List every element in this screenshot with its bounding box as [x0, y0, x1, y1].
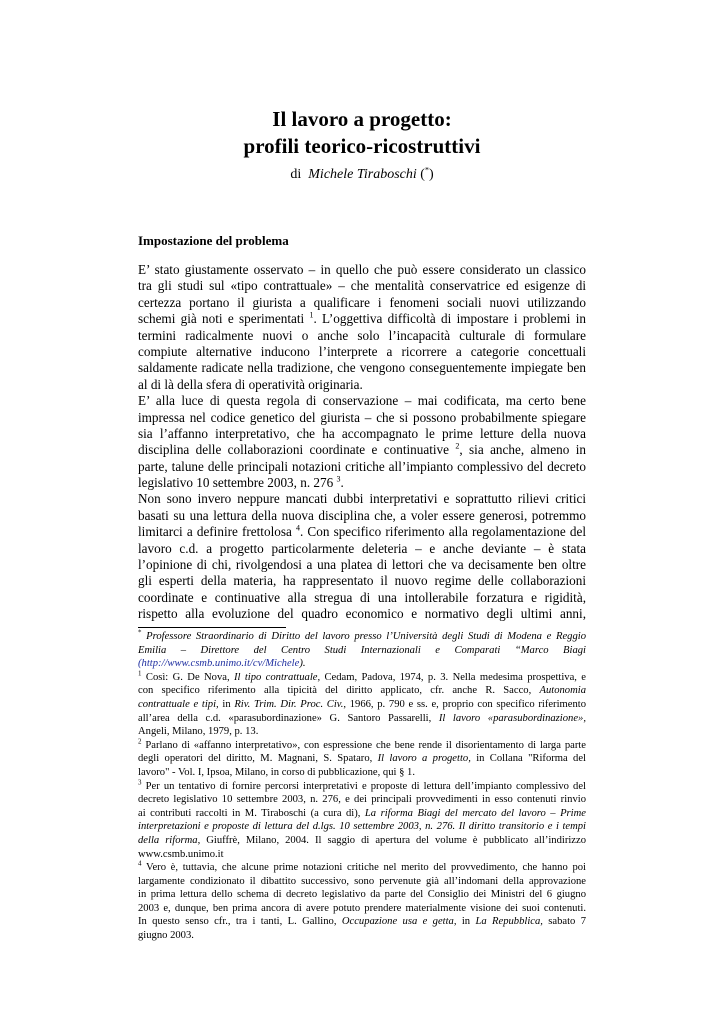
footnote-line: con specifico riferimento alla tipicità del diritto applicato, cfr. anche R. Sacco, Autonomia: [138, 685, 586, 697]
footnote-line: contrattuale e tipi, in Riv. Trim. Dir. Proc. Civ., 1966, p. 790 e ss. e, proprio con specifico riferimento: [138, 698, 586, 710]
footnote-reference: 1: [309, 310, 314, 320]
footnote-line: Angeli, Milano, 1979, p. 13.: [138, 726, 259, 738]
footnote-reference: 2: [455, 441, 460, 451]
title-line-2: profili teorico-ricostruttivi: [243, 134, 481, 158]
body-line: compiute alternative inducono l’interprete a ricorrere a categorie concettuali: [138, 343, 586, 359]
body-line: certezza portano il giurista a qualificare i fenomeni sociali nuovi utilizzando: [138, 294, 586, 310]
body-line: saldamente radicate nella tradizione, che vengono conseguentemente impiegate ben: [138, 360, 586, 376]
footnote-mark: 2: [138, 737, 142, 746]
footnote-line: Emilia – Direttore del Centro Studi Internazionali e Comparati “Marco Biagi: [138, 644, 586, 656]
body-line: Non sono invero neppure mancati dubbi interpretativi e soprattutto rilievi critici: [138, 491, 586, 507]
body-line: limitarci a definire frettolosa $^4$. Con specifico riferimento alla regolamentazione del: [138, 523, 586, 540]
footnote-line: www.csmb.unimo.it: [138, 848, 224, 860]
footnote-line: * Professore Straordinario di Diritto del lavoro presso l’Università degli Studi di Modena e Reggio: [138, 628, 586, 642]
footnote-mark: *: [138, 628, 142, 637]
footnote-line: in prima lettura dello schema di decreto legislativo da parte del Consiglio dei Ministri del 6 giugno: [138, 889, 586, 901]
byline: [0, 166, 724, 184]
body-text: [138, 262, 586, 623]
footnote-line: ai contributi raccolti in M. Tiraboschi (a cura di), La riforma Biagi del mercato del lavoro – Prime: [138, 807, 586, 819]
body-line: gli esperti della materia, ha rappresentato il nuovo regime delle collaborazioni: [138, 573, 586, 589]
body-line: tra gli studi sul «tipo contrattuale» – che mentalità conservatrice ed esigenze di: [138, 278, 586, 294]
body-line: disciplina delle collaborazioni coordinate e continuative $^2$, sia anche, almeno in: [138, 441, 586, 458]
body-line: legislativo 10 settembre 2003, n. 276 $^3$.: [138, 474, 344, 491]
byline-prefix: di: [290, 167, 302, 182]
footnote-line: largamente condizionato il dibattito successivo, sono pervenute già all’indomani della approvazione: [138, 875, 586, 887]
footnote-line: interpretazioni e proposte di lettura del d.lgs. 10 settembre 2003, n. 276. Il diritto transitorio e i tempi: [138, 821, 586, 833]
footnote-line: lavoro" - Vol. I, Ipsoa, Milano, in corso di pubblicazione, qui § 1.: [138, 766, 415, 778]
byline-close: ): [428, 167, 434, 182]
footnote-mark: 3: [138, 778, 142, 786]
footnote-mark: 4: [138, 859, 142, 868]
body-line: E’ stato giustamente osservato – in quello che può essere considerato un classico: [138, 262, 586, 277]
footnote-reference: 3: [336, 474, 341, 484]
footnote-line: della riforma, Giuffrè, Milano, 2004. Il saggio di apertura del volume è pubblicato all’indirizzo: [138, 834, 586, 846]
footnote-line: In questo senso cfr., tra i tanti, L. Gallino, Occupazione usa e getta, in La Repubblica, sabato 7: [138, 916, 586, 928]
body-line: termini radicalmente nuovi o anche solo l’incapacità culturale di formulare: [138, 327, 586, 343]
body-line: sia l’affanno interpretativo, che ha accompagnato le prime letture della nuova: [138, 425, 586, 441]
footnote-separator: [138, 627, 286, 628]
author-footnote-mark: *: [424, 165, 429, 175]
body-line: al di là della sfera di operatività originaria.: [138, 376, 363, 392]
footnote-mark: 1: [138, 669, 142, 678]
author-cv-link[interactable]: http://www.csmb.unimo.it/cv/Michele: [141, 658, 300, 670]
footnote-line: $^4$ Vero è, tuttavia, che alcune prime notazioni critiche nel merito del provvedimento, che hanno poi: [138, 859, 586, 874]
footnote-line: decreto legislativo 10 settembre 2003, n. 276, e dei principali provvedimenti in esso contenuti rinvio: [138, 794, 586, 806]
body-line: coordinate e continuative alla stregua di una intollerabile forzatura e rigidità,: [138, 589, 586, 605]
footnote-line: giugno 2003.: [138, 930, 194, 942]
footnote-line: all’area della c.d. «parasubordinazione» G. Santoro Passarelli, Il lavoro «parasubordinazione»,: [138, 712, 586, 724]
body-line: impressa nel codice genetico del giurista – che si possono probabilmente spiegare: [138, 409, 586, 425]
footnote-reference: 4: [295, 523, 300, 533]
footnote-line: degli operatori del diritto, M. Magnani, S. Spataro, Il lavoro a progetto, in Collana "Riforma del: [138, 753, 586, 765]
author-name: Michele Tiraboschi: [308, 167, 417, 182]
footnote-line: $^2$ Parlano di «affanno interpretativo», con espressione che bene rende il disorientamento di larga parte: [138, 737, 586, 751]
body-line: l’opinione di chi, rivolgendosi a una platea di lettori che va decisamente ben oltre: [138, 557, 586, 573]
body-line: rispetto alla evoluzione del quadro economico e normativo degli ultimi anni,: [138, 606, 586, 622]
body-line: schemi già noti e sperimentati $^1$. L’oggettiva difficoltà di impostare i problemi in: [138, 310, 586, 327]
footnote-line: $^3$ Per un tentativo di fornire percorsi interpretativi e proposte di lettura dell’impianto complessivo del: [138, 778, 586, 792]
footnote-line: $^1$ Così: G. De Nova, Il tipo contrattuale, Cedam, Padova, 1974, p. 3. Nella medesima prospettiva, e: [138, 669, 586, 683]
body-line: parte, talune delle principali notazioni critiche all’impianto complessivo del decreto: [138, 458, 586, 474]
body-line: lavoro c.d. a progetto particolarmente deleteria – e anche deviante – è stata: [138, 540, 586, 556]
footnote-line: 2003 e, dunque, ben prima ancora di avere potuto prendere materialmente visione dei suoi contenuti.: [138, 902, 586, 914]
body-line: E’ alla luce di questa regola di conservazione – mai codificata, ma certo bene: [138, 393, 586, 409]
body-line: basati su una lettura della nuova disciplina che, a voler essere generosi, potremmo: [138, 507, 586, 523]
footnote-line: (http://www.csmb.unimo.it/cv/Michele).: [138, 658, 306, 670]
byline-open: (: [420, 167, 425, 182]
section-heading: Impostazione del problema: [138, 233, 289, 248]
title-line-1: Il lavoro a progetto:: [272, 107, 452, 131]
footnotes: [138, 630, 586, 943]
